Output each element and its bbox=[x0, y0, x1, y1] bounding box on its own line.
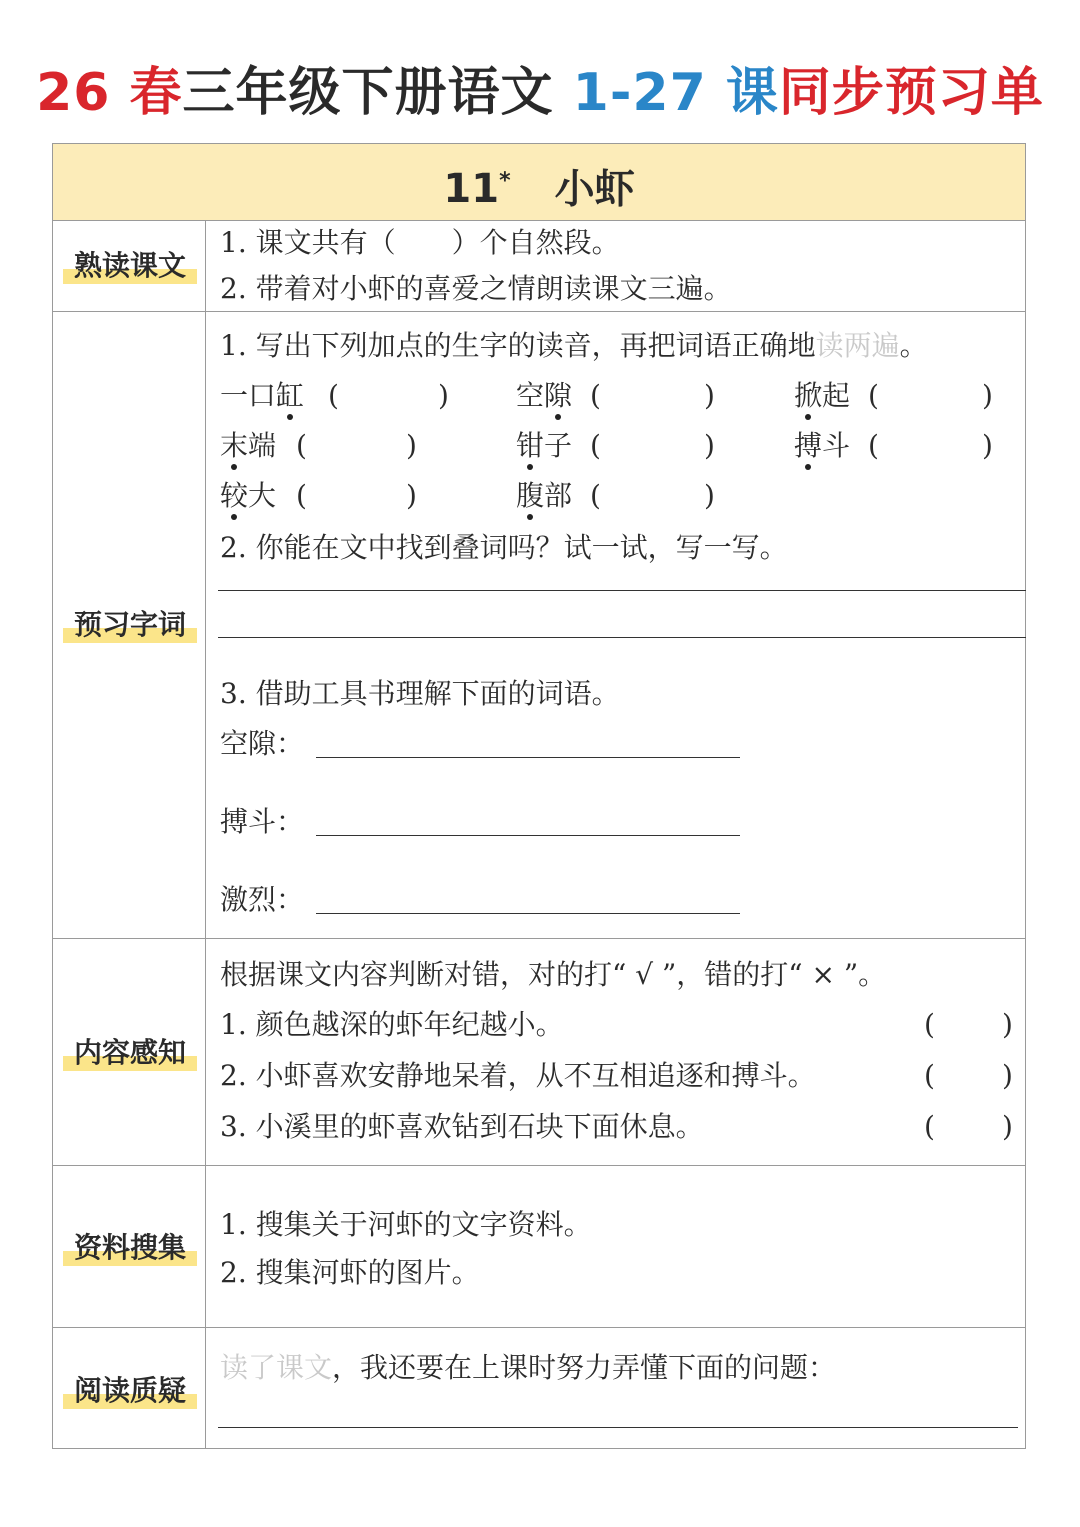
section-label: 内容感知 bbox=[63, 1035, 197, 1071]
paren-open: ( bbox=[328, 379, 339, 412]
page-title bbox=[0, 58, 1080, 128]
answer-paren-open[interactable]: ( bbox=[924, 1059, 935, 1092]
words-question-3: 3. 借助工具书理解下面的词语。 bbox=[220, 677, 620, 710]
answer-line[interactable] bbox=[316, 835, 740, 836]
judge-item: 3. 小溪里的虾喜欢钻到石块下面休息。 bbox=[220, 1110, 704, 1143]
answer-line[interactable] bbox=[316, 913, 740, 914]
pinyin-word: 较大 bbox=[220, 479, 277, 512]
answer-paren-open[interactable]: ( bbox=[924, 1110, 935, 1143]
term-label: 空隙： bbox=[220, 727, 305, 760]
section-reading bbox=[53, 220, 1025, 312]
pinyin-word: 钳子 bbox=[516, 429, 573, 462]
lesson-header bbox=[53, 144, 1025, 221]
paren-open: ( bbox=[296, 479, 307, 512]
pinyin-word: 一口缸 bbox=[220, 379, 305, 412]
questions-prompt: 读了课文，我还要在上课时努力弄懂下面的问题： bbox=[220, 1351, 837, 1384]
paren-open: ( bbox=[590, 429, 601, 462]
paren-close: ) bbox=[438, 379, 449, 412]
pinyin-word: 空隙 bbox=[516, 379, 573, 412]
pinyin-word: 搏斗 bbox=[794, 429, 851, 462]
term-label: 激烈： bbox=[220, 883, 305, 916]
paren-close: ) bbox=[982, 429, 993, 462]
materials-item-1: 1. 搜集关于河虾的文字资料。 bbox=[220, 1208, 592, 1241]
section-label: 熟读课文 bbox=[63, 248, 197, 284]
section-label: 预习字词 bbox=[63, 607, 197, 643]
paren-open: ( bbox=[590, 379, 601, 412]
judge-item: 2. 小虾喜欢安静地呆着，从不互相追逐和搏斗。 bbox=[220, 1059, 816, 1092]
section-content bbox=[206, 939, 1025, 1165]
title-season: 26 春 bbox=[36, 63, 183, 123]
materials-item-2: 2. 搜集河虾的图片。 bbox=[220, 1256, 480, 1289]
answer-line[interactable] bbox=[218, 1427, 1018, 1428]
section-label: 资料搜集 bbox=[63, 1230, 197, 1266]
lesson-number: 11* bbox=[443, 166, 511, 213]
judge-item: 1. 颜色越深的虾年纪越小。 bbox=[220, 1008, 564, 1041]
paren-close: ) bbox=[704, 479, 715, 512]
paren-open: ( bbox=[868, 379, 879, 412]
answer-paren-close[interactable]: ) bbox=[1002, 1059, 1013, 1092]
paren-close: ) bbox=[704, 429, 715, 462]
section-label-cell bbox=[53, 1328, 206, 1448]
title-type: 同步预习单 bbox=[778, 63, 1044, 123]
paren-close: ) bbox=[406, 479, 417, 512]
pinyin-word: 腹部 bbox=[516, 479, 573, 512]
section-content bbox=[206, 1328, 1025, 1448]
paren-open: ( bbox=[296, 429, 307, 462]
section-materials bbox=[53, 1166, 1025, 1328]
judge-instruction: 根据课文内容判断对错，对的打“ √ ”，错的打“ × ”。 bbox=[220, 958, 887, 991]
pinyin-word: 掀起 bbox=[794, 379, 851, 412]
section-content bbox=[206, 1166, 1025, 1327]
section-label-cell bbox=[53, 1166, 206, 1327]
lesson-name: 小虾 bbox=[554, 166, 635, 213]
watermark-text: 读两遍 bbox=[815, 329, 900, 362]
watermark-text: 读了课文 bbox=[220, 1351, 333, 1384]
answer-line[interactable] bbox=[316, 757, 740, 758]
pinyin-word: 末端 bbox=[220, 429, 277, 462]
paren-close: ) bbox=[982, 379, 993, 412]
reading-item-1: 1. 课文共有（ ）个自然段。 bbox=[220, 226, 620, 259]
title-lessons: 1-27 课 bbox=[572, 63, 779, 123]
answer-paren-close[interactable]: ) bbox=[1002, 1008, 1013, 1041]
section-label-cell bbox=[53, 220, 206, 311]
paren-open: ( bbox=[868, 429, 879, 462]
section-label-cell bbox=[53, 939, 206, 1165]
paren-close: ) bbox=[704, 379, 715, 412]
answer-line[interactable] bbox=[218, 590, 1026, 591]
worksheet-table bbox=[52, 143, 1026, 1449]
section-words bbox=[53, 312, 1025, 939]
section-content bbox=[206, 220, 1025, 311]
answer-line[interactable] bbox=[218, 637, 1026, 638]
answer-paren-close[interactable]: ) bbox=[1002, 1110, 1013, 1143]
answer-paren-open[interactable]: ( bbox=[924, 1008, 935, 1041]
section-questions bbox=[53, 1328, 1025, 1448]
section-label-cell bbox=[53, 312, 206, 938]
term-label: 搏斗： bbox=[220, 805, 305, 838]
title-grade: 三年级下册语文 bbox=[182, 63, 554, 123]
reading-item-2: 2. 带着对小虾的喜爱之情朗读课文三遍。 bbox=[220, 272, 732, 305]
section-content bbox=[206, 312, 1025, 938]
paren-close: ) bbox=[406, 429, 417, 462]
words-question-1: 1. 写出下列加点的生字的读音，再把词语正确地读两遍。 bbox=[220, 329, 928, 362]
words-question-2: 2. 你能在文中找到叠词吗？试一试，写一写。 bbox=[220, 531, 788, 564]
section-content-perception bbox=[53, 939, 1025, 1166]
paren-open: ( bbox=[590, 479, 601, 512]
section-label: 阅读质疑 bbox=[63, 1373, 197, 1409]
